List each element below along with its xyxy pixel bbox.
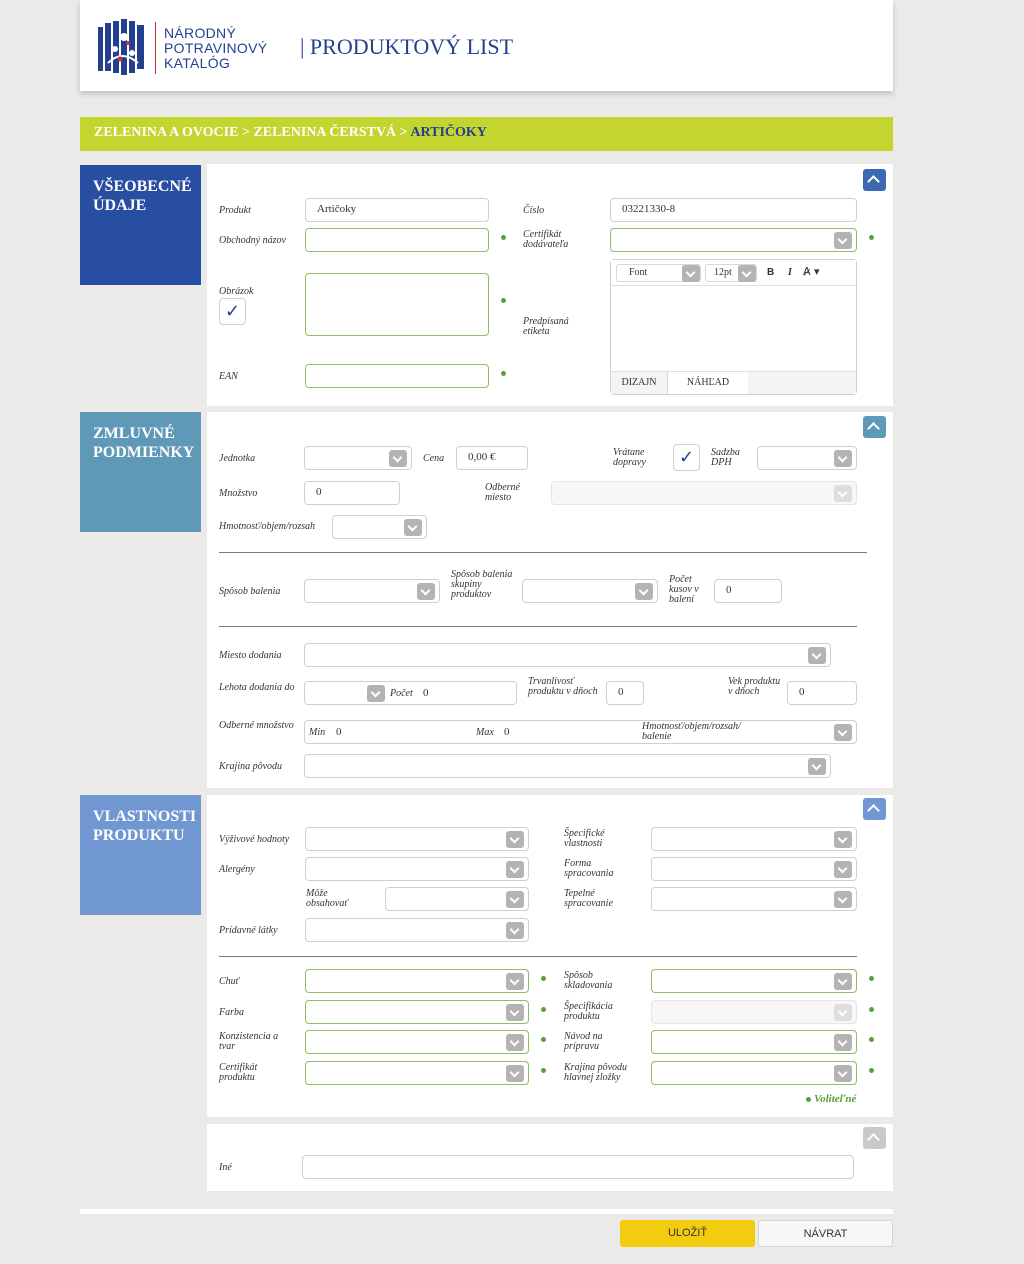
supplier-cert-label: Certifikát dodávateľa (523, 229, 569, 250)
chevron-down-icon (506, 831, 524, 848)
delivery-place-label: Miesto dodania (219, 650, 282, 661)
package-weight-label: Hmotnosť/objem/rozsah/ balenie (642, 721, 741, 742)
heat-processing-select[interactable] (651, 887, 857, 911)
bold-button[interactable]: B (767, 267, 775, 278)
ean-input[interactable] (305, 364, 489, 388)
heat-processing-label: Tepelné spracovanie (564, 888, 613, 909)
incl-shipping-label: Vrátane dopravy (613, 447, 646, 468)
collapse-contract-button[interactable] (863, 416, 886, 438)
cert-label: Certifikát produktu (219, 1062, 258, 1083)
chevron-down-icon (834, 1034, 852, 1051)
chevron-down-icon (834, 1004, 852, 1021)
optional-legend: Voliteľné (814, 1093, 857, 1105)
logo-divider (155, 22, 156, 74)
logo-icon (98, 19, 146, 75)
additives-select[interactable] (305, 918, 529, 942)
chevron-down-icon (834, 973, 852, 990)
section-general-title: VŠEOBECNÉ ÚDAJE (80, 165, 201, 285)
pickup-place-select[interactable] (551, 481, 857, 505)
chevron-down-icon (834, 485, 852, 502)
nutrition-select[interactable] (305, 827, 529, 851)
weight-select[interactable] (332, 515, 427, 539)
optional-dot (541, 1068, 546, 1073)
allergens-select[interactable] (305, 857, 529, 881)
consistency-select[interactable] (305, 1030, 529, 1054)
chevron-down-icon (738, 265, 756, 282)
chevron-down-icon (506, 1034, 524, 1051)
back-button[interactable]: NÁVRAT (758, 1220, 893, 1247)
max-input[interactable]: 0 (504, 726, 510, 738)
origin-select[interactable] (304, 754, 831, 778)
processing-form-select[interactable] (651, 857, 857, 881)
price-input[interactable]: 0,00 € (456, 446, 528, 470)
italic-button[interactable]: I (788, 267, 792, 278)
chevron-down-icon (682, 265, 700, 282)
optional-dot (869, 1007, 874, 1012)
pickup-place-label: Odberné miesto (485, 482, 520, 503)
optional-dot (501, 371, 506, 376)
chevron-down-icon (417, 583, 435, 600)
size-select-label: 12pt (714, 267, 732, 278)
trade-name-label: Obchodný názov (219, 235, 286, 246)
vat-select[interactable] (757, 446, 857, 470)
color-select[interactable] (305, 1000, 529, 1024)
image-label: Obrázok (219, 286, 254, 297)
label-text-label: Predpísaná etiketa (523, 316, 569, 337)
chevron-down-icon (506, 1004, 524, 1021)
optional-dot (501, 298, 506, 303)
quantity-label: Množstvo (219, 488, 258, 499)
optional-dot (869, 976, 874, 981)
font-select-label: Font (629, 267, 648, 278)
text-style-icon[interactable]: A̷ ▾ (803, 265, 820, 278)
collapse-general-button[interactable] (863, 169, 886, 191)
number-input[interactable]: 03221330-8 (610, 198, 857, 222)
chevron-down-icon (834, 232, 852, 249)
count-label: Počet (390, 688, 413, 699)
delivery-place-select[interactable] (304, 643, 831, 667)
section-contract-title: ZMLUVNÉ PODMIENKY (80, 412, 201, 532)
delivery-term-group (304, 681, 517, 705)
unit-label: Jednotka (219, 453, 256, 464)
optional-dot (541, 1037, 546, 1042)
chevron-down-icon[interactable] (834, 724, 852, 741)
consistency-label: Konzistencia a tvar (219, 1031, 279, 1052)
logo-text (164, 26, 267, 71)
divider (219, 626, 857, 627)
age-label: Vek produktu v dňoch (728, 676, 781, 697)
optional-dot (869, 235, 874, 240)
optional-dot (501, 235, 506, 240)
main-origin-select[interactable] (651, 1061, 857, 1085)
chevron-down-icon (808, 758, 826, 775)
page-title: | PRODUKTOVÝ LIST (300, 34, 514, 59)
label-text-editor (610, 259, 857, 395)
incl-shipping-checkbox[interactable]: ✓ (673, 444, 700, 471)
allergens-label: Alergény (219, 864, 255, 875)
chevron-down-icon (834, 1065, 852, 1082)
logo-line: NÁRODNÝ (164, 25, 237, 41)
image-checkbox[interactable]: ✓ (219, 298, 246, 325)
other-label: Iné (219, 1162, 232, 1173)
optional-legend-dot (806, 1097, 811, 1102)
chevron-down-icon (834, 831, 852, 848)
optional-dot (541, 1007, 546, 1012)
spec-select[interactable] (651, 1000, 857, 1024)
preparation-label: Návod na prípravu (564, 1031, 603, 1052)
weight-label: Hmotnosť/objem/rozsah (219, 521, 316, 532)
taste-select[interactable] (305, 969, 529, 993)
processing-form-label: Forma spracovania (564, 858, 614, 879)
main-origin-label: Krajina pôvodu hlavnej zložky (564, 1062, 628, 1083)
product-label: Produkt (219, 205, 251, 216)
other-input[interactable] (302, 1155, 854, 1179)
collapse-other-button[interactable] (863, 1127, 886, 1149)
chevron-down-icon (506, 861, 524, 878)
price-label: Cena (423, 453, 445, 464)
packaging-select[interactable] (304, 579, 440, 603)
chevron-down-icon (808, 647, 826, 664)
pieces-input[interactable]: 0 (714, 579, 782, 603)
origin-label: Krajina pôvodu (219, 761, 283, 772)
size-select[interactable] (705, 264, 757, 282)
age-input[interactable]: 0 (787, 681, 857, 705)
chevron-down-icon (506, 891, 524, 908)
may-contain-label: Môže obsahovať (306, 888, 348, 909)
order-qty-label: Odberné množstvo (219, 720, 294, 731)
count-input[interactable]: 0 (423, 687, 429, 699)
chevron-down-icon (506, 973, 524, 990)
divider (219, 552, 867, 553)
chevron-down-icon (506, 1065, 524, 1082)
optional-dot (869, 1068, 874, 1073)
optional-dot (869, 1037, 874, 1042)
specific-select[interactable] (651, 827, 857, 851)
max-label: Max (476, 727, 494, 738)
chevron-down-icon (404, 519, 422, 536)
tab-design[interactable]: DIZAJN (611, 372, 668, 394)
group-packaging-label: Spôsob balenia skupiny produktov (451, 569, 513, 600)
chevron-down-icon (506, 922, 524, 939)
number-label: Číslo (523, 205, 545, 216)
quantity-input[interactable]: 0 (304, 481, 400, 505)
chevron-down-icon (834, 450, 852, 467)
taste-label: Chuť (219, 976, 240, 987)
storage-label: Spôsob skladovania (564, 970, 613, 991)
may-contain-select[interactable] (385, 887, 529, 911)
ean-label: EAN (219, 371, 238, 382)
supplier-cert-select[interactable] (610, 228, 857, 252)
chevron-down-icon (389, 450, 407, 467)
breadcrumb-path[interactable]: ZELENINA A OVOCIE > ZELENINA ČERSTVÁ > (94, 125, 411, 140)
header (80, 0, 893, 91)
section-properties-title: VLASTNOSTI PRODUKTU (80, 795, 201, 915)
logo-line: KATALÓG (164, 55, 231, 71)
trade-name-input[interactable] (305, 228, 489, 252)
preparation-select[interactable] (651, 1030, 857, 1054)
additives-label: Prídavné látky (219, 925, 278, 936)
collapse-properties-button[interactable] (863, 798, 886, 820)
min-label: Min (309, 727, 326, 738)
save-button[interactable]: ULOŽIŤ (620, 1220, 755, 1247)
chevron-down-icon (834, 861, 852, 878)
group-packaging-select[interactable] (522, 579, 658, 603)
chevron-down-icon (635, 583, 653, 600)
spec-label: Špecifikácia produktu (564, 1001, 613, 1022)
footer-divider (80, 1209, 893, 1214)
shelf-life-input[interactable]: 0 (606, 681, 644, 705)
min-input[interactable]: 0 (336, 726, 342, 738)
logo-line: POTRAVINOVÝ (164, 40, 268, 56)
product-input[interactable]: Artičoky (305, 198, 489, 222)
pieces-label: Počet kusov v balení (669, 574, 699, 605)
unit-select[interactable] (304, 446, 412, 470)
font-select[interactable] (616, 264, 701, 282)
shelf-life-label: Trvanlivosť produktu v dňoch (528, 676, 598, 697)
chevron-down-icon (834, 891, 852, 908)
storage-select[interactable] (651, 969, 857, 993)
tab-preview[interactable]: NÁHĽAD (668, 372, 748, 394)
divider (219, 956, 857, 957)
packaging-label: Spôsob balenia (219, 586, 281, 597)
breadcrumb-current: ARTIČOKY (410, 125, 487, 140)
chevron-down-icon[interactable] (367, 685, 385, 702)
image-upload-area[interactable] (305, 273, 489, 336)
breadcrumb (80, 117, 893, 151)
optional-dot (541, 976, 546, 981)
cert-select[interactable] (305, 1061, 529, 1085)
specific-label: Špecifické vlastnosti (564, 828, 605, 849)
nutrition-label: Výživové hodnoty (219, 834, 290, 845)
vat-label: Sadzba DPH (711, 447, 740, 468)
delivery-term-label: Lehota dodania do (219, 682, 295, 693)
order-qty-group (304, 720, 857, 744)
color-label: Farba (219, 1007, 244, 1018)
